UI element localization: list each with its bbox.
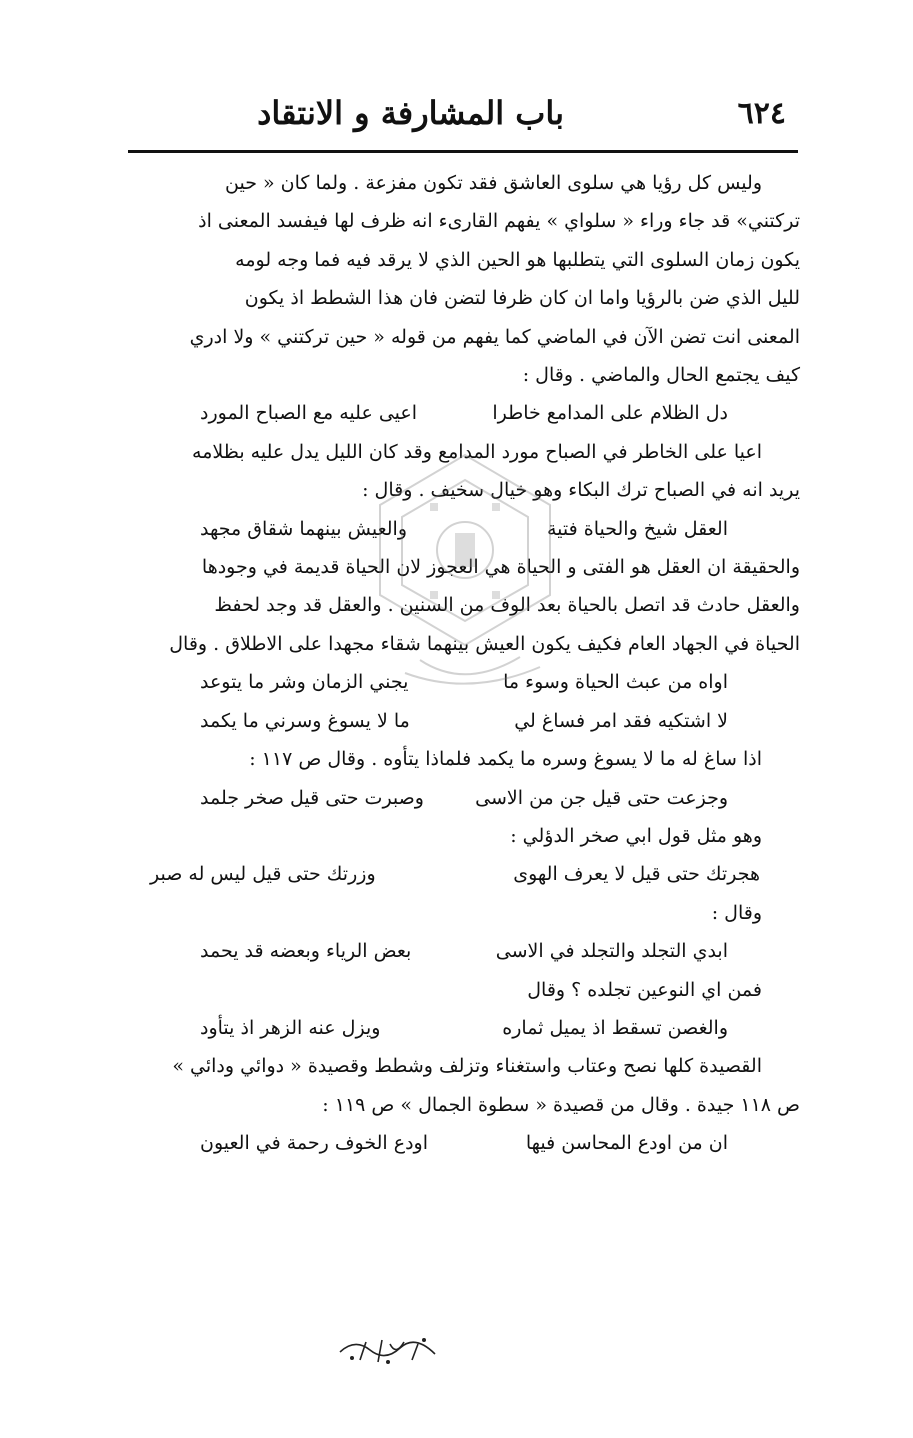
verse-hemistich: اودع الخوف رحمة في العيون — [200, 1132, 428, 1155]
text-line: يريد انه في الصباح ترك البكاء وهو خيال سخيف . وقال : — [362, 479, 800, 502]
text-line: لليل الذي ضن بالرؤيا واما ان كان ظرفا لتضن فان هذا الشطط اذ يكون — [244, 287, 800, 310]
verse-hemistich: وجزعت حتى قيل جن من الاسى — [475, 786, 728, 809]
text-line: ص ١١٨ جيدة . وقال من قصيدة « سطوة الجمال » ص ١١٩ : — [322, 1093, 800, 1116]
text-line: وقال : — [711, 901, 762, 924]
verse-line — [130, 663, 800, 701]
page-number: ٦٢٤ — [737, 96, 786, 131]
text-line: وهو مثل قول ابي صخر الدؤلي : — [510, 824, 762, 847]
verse-line — [130, 702, 800, 740]
verse-hemistich: ابدي التجلد والتجلد في الاسى — [495, 940, 728, 963]
text-line: القصيدة كلها نصح وعتاب واستغناء وتزلف وشطط وقصيدة « دوائي ودائي » — [172, 1055, 762, 1078]
header-rule — [128, 150, 798, 153]
verse-line — [130, 1124, 800, 1162]
text-line: تركتني» قد جاء وراء « سلواي » يفهم القارىء انه ظرف لها فيفسد المعنى اذ — [198, 210, 800, 233]
verse-hemistich: ما لا يسوغ وسرني ما يكمد — [200, 709, 410, 732]
verse-hemistich: وزرتك حتى قيل ليس له صبر — [150, 863, 376, 886]
verse-hemistich: بعض الرياء وبعضه قد يحمد — [200, 940, 412, 963]
text-line: كيف يجتمع الحال والماضي . وقال : — [522, 364, 800, 387]
running-title: باب المشارفة و الانتقاد — [257, 94, 564, 132]
verse-line — [130, 932, 800, 970]
verse-line — [130, 510, 800, 548]
text-line: فمن اي النوعين تجلده ؟ وقال — [527, 978, 762, 1001]
ornament-icon — [330, 1330, 450, 1370]
verse-hemistich: ويزل عنه الزهر اذ يتأود — [200, 1016, 381, 1039]
text-line: والحقيقة ان العقل هو الفتى و الحياة هي العجوز لان الحياة قديمة في وجودها — [201, 556, 800, 579]
text-line: المعنى انت تضن الآن في الماضي كما يفهم من قوله « حين تركتني » ولا ادري — [189, 325, 800, 348]
text-line: يكون زمان السلوى التي يتطلبها هو الحين الذي لا يرقد فيه فما وجه لومه — [235, 248, 800, 271]
verse-hemistich: وصبرت حتى قيل صخر جلمد — [200, 786, 424, 809]
page-header — [128, 92, 800, 148]
page-text — [130, 164, 800, 1163]
verse-hemistich: اعيى عليه مع الصباح المورد — [200, 402, 418, 425]
verse-hemistich: العقل شيخ والحياة فتية — [547, 517, 728, 540]
text-line: والعقل حادث قد اتصل بالحياة بعد الوف من السنين . والعقل قد وجد لحفظ — [214, 594, 800, 617]
verse-hemistich: هجرتك حتى قيل لا يعرف الهوى — [513, 863, 760, 886]
verse-line — [130, 779, 800, 817]
text-line: اعيا على الخاطر في الصباح مورد المدامع وقد كان الليل يدل عليه بظلامه — [192, 440, 762, 463]
verse-hemistich: يجني الزمان وشر ما يتوعد — [200, 671, 409, 694]
text-line: الحياة في الجهاد العام فكيف يكون العيش بينهما شقاء مجهدا على الاطلاق . وقال — [169, 632, 800, 655]
verse-hemistich: لا اشتكيه فقد امر فساغ لي — [514, 709, 728, 732]
text-line: اذا ساغ له ما لا يسوغ وسره ما يكمد فلماذا يتأوه . وقال ص ١١٧ : — [249, 748, 762, 771]
verse-hemistich: دل الظلام على المدامع خاطرا — [492, 402, 728, 425]
verse-hemistich: اواه من عبث الحياة وسوء ما — [503, 671, 728, 694]
text-line: وليس كل رؤيا هي سلوى العاشق فقد تكون مفزعة . ولما كان « حين — [225, 172, 762, 194]
verse-line — [130, 1009, 800, 1047]
verse-hemistich: والغصن تسقط اذ يميل ثماره — [502, 1016, 728, 1039]
verse-line — [130, 855, 800, 893]
verse-hemistich: ان من اودع المحاسن فيها — [525, 1132, 728, 1155]
verse-line — [130, 394, 800, 432]
verse-hemistich: والعيش بينهما شقاق مجهد — [200, 517, 408, 540]
